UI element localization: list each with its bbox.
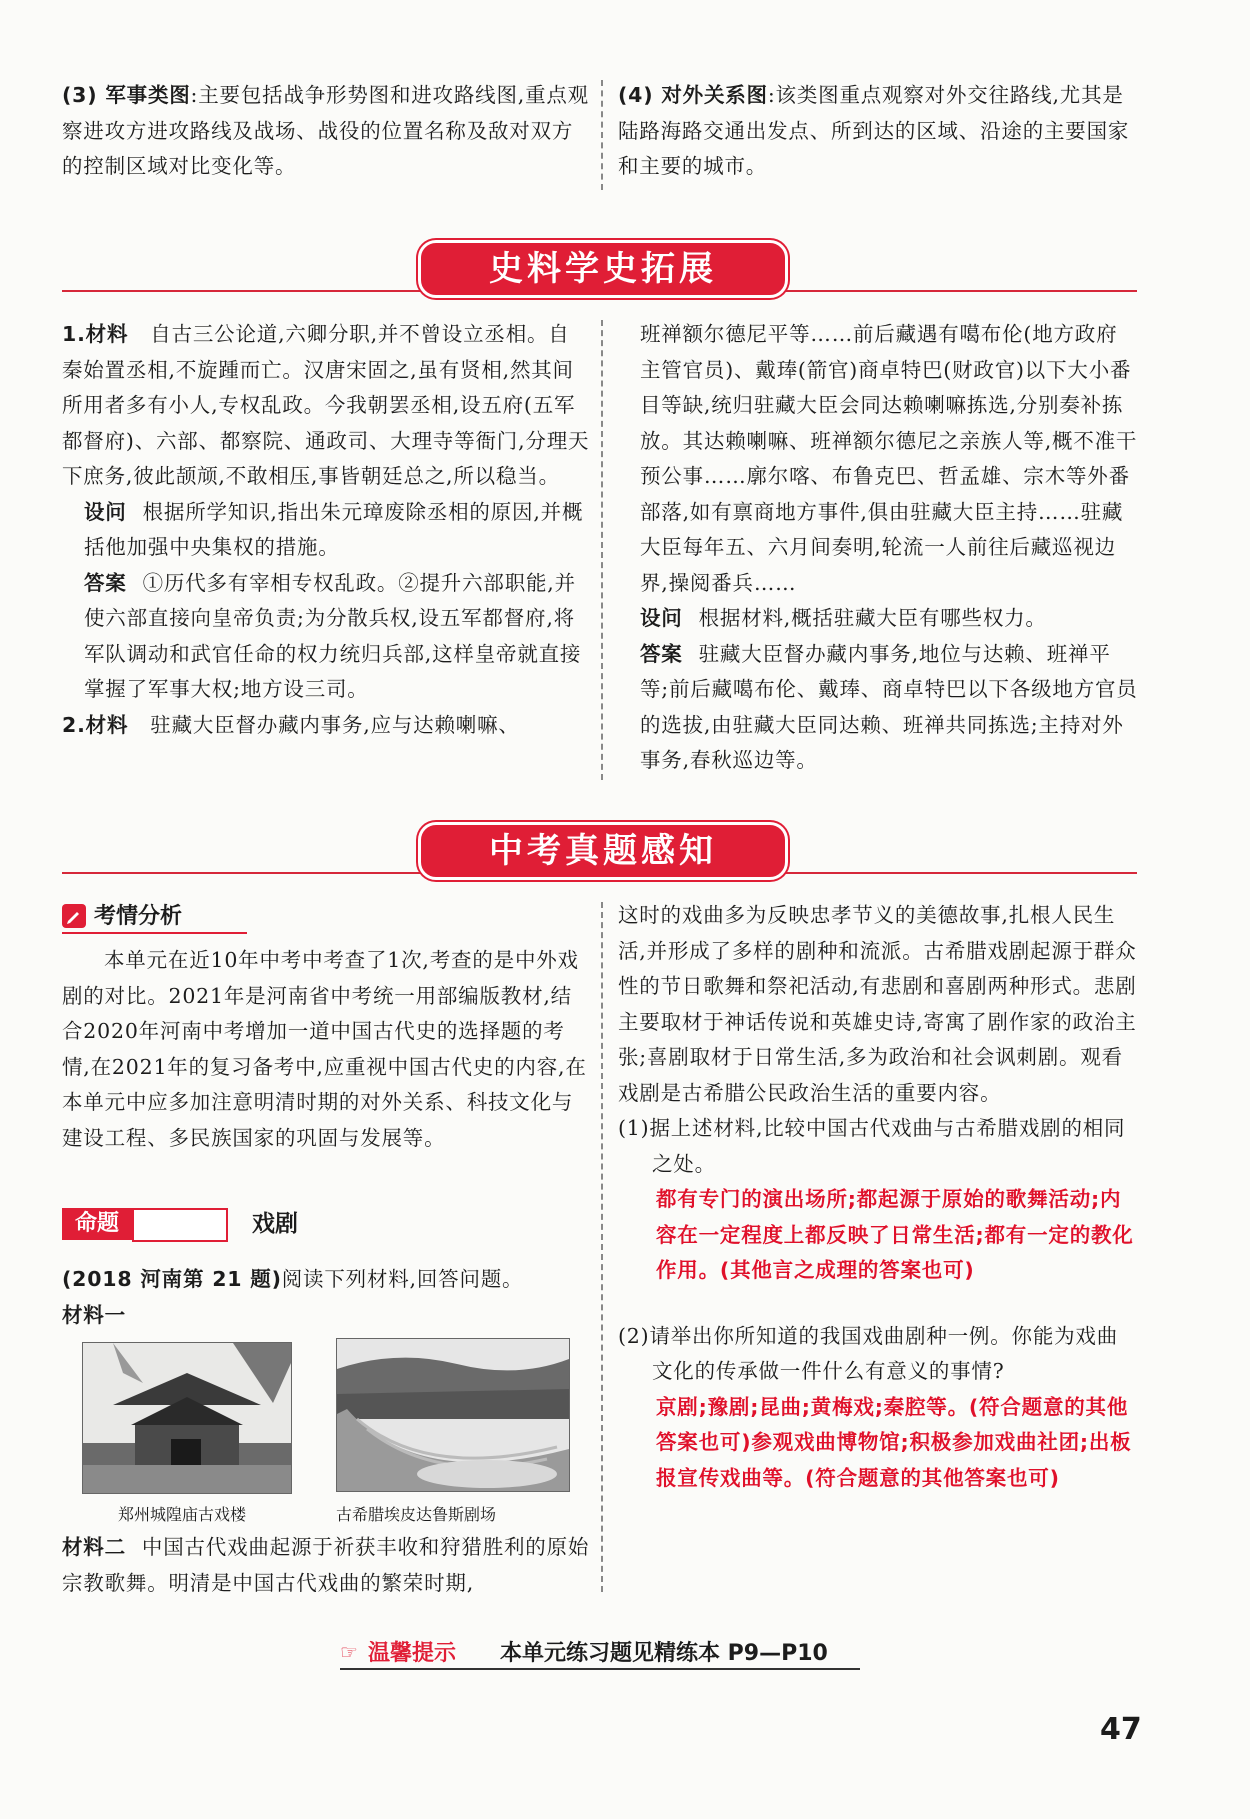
section1-right: [640, 317, 1138, 779]
topic-header: [62, 1208, 362, 1242]
analysis-header: [62, 900, 252, 934]
pencil-icon: [62, 904, 86, 928]
q1-question: 设问 根据所学知识,指出朱元璋废除丞相的原因,并概括他加强中央集权的措施。: [84, 499, 584, 559]
topic-tag: 命题: [62, 1208, 132, 1240]
tip-label: 温馨提示: [368, 1641, 457, 1666]
section1-left: [62, 317, 590, 743]
foreign-map-label: (4) 对外关系图: [618, 83, 768, 107]
q2-material-cont: 班禅额尔德尼平等……前后藏遇有噶布伦(地方政府主管官员)、戴琫(箭官)商卓特巴(财政官)以下大小番目等缺,统归驻藏大臣会同达赖喇嘛拣选,分别奏补拣放。其达赖喇嘛、班禅额尔德尼之亲族人等,概不准干预公事……廓尔喀、布鲁克巴、哲孟雄、宗木等外番部落,如有禀商地方事件,俱由驻藏大臣主持……驻藏大臣每年五、六月间奏明,轮流一人前往后藏巡视边界,操阅番兵……: [640, 322, 1138, 595]
top-left-block: [62, 78, 590, 185]
military-map-text: :主要包括战争形势图和进攻路线图,重点观察进攻方进攻路线及战场、战役的位置名称及敌对双方的控制区域对比变化等。: [62, 83, 589, 178]
topic-tag-box: [132, 1208, 228, 1242]
military-map-label: (3) 军事类图: [62, 83, 191, 107]
page-number: 47: [1100, 1712, 1142, 1747]
tip-text: 本单元练习题见精练本 P9—P10: [500, 1641, 828, 1666]
material2-cont: 这时的戏曲多为反映忠孝节义的美德故事,扎根人民生活,并形成了多样的剧种和流派。古希腊戏剧起源于群众性的节日歌舞和祭祀活动,有悲剧和喜剧两种形式。悲剧主要取材于神话传说和英雄史诗,寄寓了剧作家的政治主张;喜剧取材于日常生活,多为政治和社会讽刺剧。观看戏剧是古希腊公民政治生活的重要内容。: [618, 903, 1137, 1105]
top-right-block: [618, 78, 1138, 185]
q2-answer: 答案 驻藏大臣督办藏内事务,地位与达赖、班禅平等;前后藏噶布伦、戴琫、商卓特巴以下各级地方官员的选拔,由驻藏大臣同达赖、班禅共同拣选;主持对外事务,春秋巡边等。: [640, 641, 1138, 772]
question-source: (2018 河南第 21 题)阅读下列材料,回答问题。 材料一: [62, 1262, 590, 1333]
section-title-exam: 中考真题感知: [418, 822, 788, 880]
topic-name: 戏剧: [252, 1211, 298, 1237]
subquestion-2: (2)请举出你所知道的我国戏曲剧种一例。你能为戏曲文化的传承做一件什么有意义的事情?: [618, 1323, 1119, 1383]
column-divider: [601, 902, 603, 1592]
analysis-title: 考情分析: [94, 904, 183, 929]
q1-answer: 答案 ①历代多有宰相专权乱政。②提升六部职能,并使六部直接向皇帝负责;为分散兵权,设五军都督府,将军队调动和武官任命的权力统归兵部,这样皇帝就直接掌握了军事大权;地方设三司。: [84, 570, 582, 701]
material2-start: 材料二 中国古代戏曲起源于祈获丰收和狩猎胜利的原始宗教歌舞。明清是中国古代戏曲的繁荣时期,: [62, 1535, 590, 1595]
q2-question: 设问 根据材料,概括驻藏大臣有哪些权力。: [640, 606, 1047, 630]
section-title-extension: 史料学史拓展: [418, 240, 788, 298]
subquestion-1: (1)据上述材料,比较中国古代戏曲与古希腊戏剧的相同之处。: [618, 1116, 1126, 1176]
q1-material: 1.材料 自古三公论道,六卿分职,并不曾设立丞相。自秦始置丞相,不旋踵而亡。汉唐宋固之,虽有贤相,然其间所用者多有小人,专权乱政。今我朝罢丞相,设五府(五军都督府)、六部、都察院、通政司、大理寺等衙门,分理天下庶务,彼此颉颃,不敢相压,事皆朝廷总之,所以稳当。: [62, 322, 590, 488]
q2-material-start: 2.材料 驻藏大臣督办藏内事务,应与达赖喇嘛、: [62, 712, 520, 737]
column-divider: [601, 320, 603, 780]
answer-1: 都有专门的演出场所;都起源于原始的歌舞活动;内容在一定程度上都反映了日常生活;都有一定的教化作用。(其他言之成理的答案也可): [656, 1187, 1134, 1282]
section2-right: [618, 898, 1138, 1496]
pointing-hand-icon: ☞: [340, 1640, 358, 1664]
foreign-map-text: :该类图重点观察对外交往路线,尤其是陆路海路交通出发点、所到达的区域、沿途的主要国家和主要的城市。: [618, 83, 1130, 178]
analysis-underline: [62, 932, 247, 934]
footer-tip: [340, 1632, 860, 1672]
column-divider: [601, 80, 603, 190]
photo-epidaurus-theater: [336, 1338, 570, 1492]
answer-2: 京剧;豫剧;昆曲;黄梅戏;秦腔等。(符合题意的其他答案也可)参观戏曲博物馆;积极参加戏曲社团;出板报宣传戏曲等。(符合题意的其他答案也可): [656, 1394, 1132, 1490]
material1-label: 材料一: [62, 1302, 126, 1327]
photo2-caption: 古希腊埃皮达鲁斯剧场: [336, 1505, 497, 1524]
tip-underline: [340, 1668, 860, 1670]
analysis-text: 本单元在近10年中考中考查了1次,考查的是中外戏剧的对比。2021年是河南省中考统一用部编版教材,结合2020年河南中考增加一道中国古代史的选择题的考情,在2021年的复习备考中,应重视中国古代史的内容,在本单元中应多加注意明清时期的对外关系、科技文化与建设工程、多民族国家的巩固与发展等。: [62, 948, 587, 1150]
photo-temple-theater: [82, 1342, 292, 1494]
photo1-caption: 郑州城隍庙古戏楼: [118, 1505, 247, 1524]
